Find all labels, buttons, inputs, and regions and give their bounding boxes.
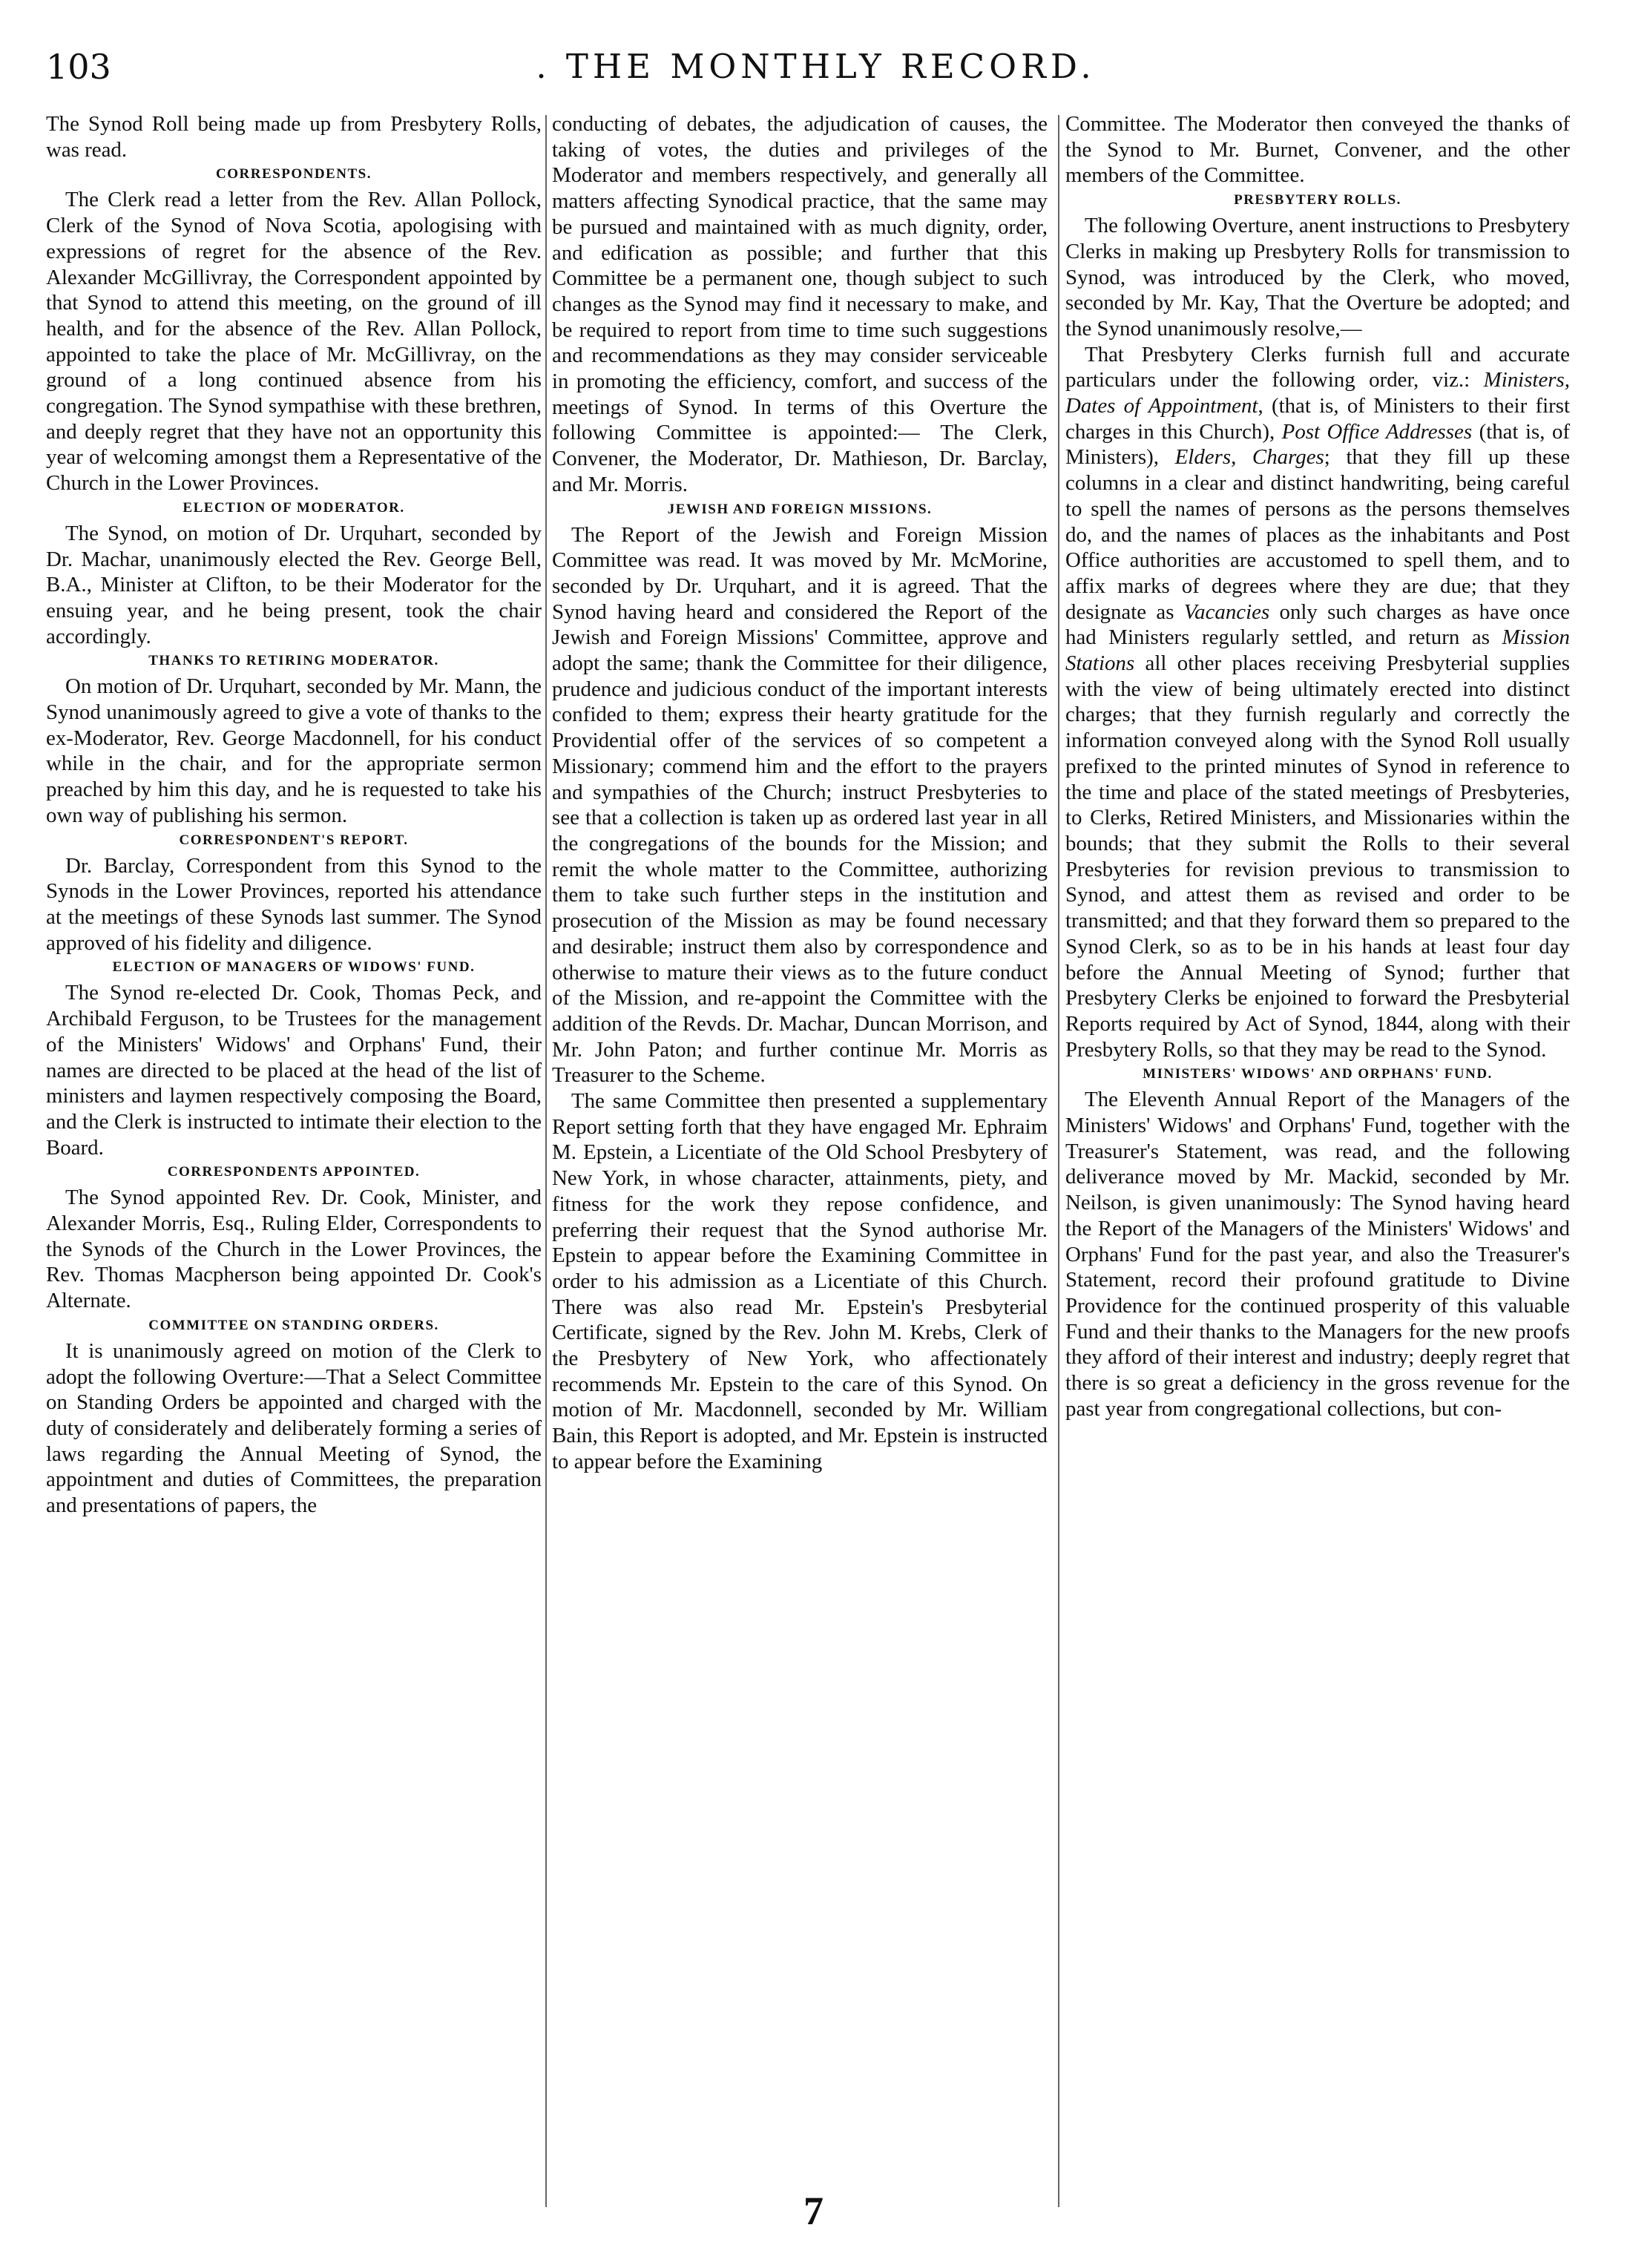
column-rule bbox=[545, 115, 547, 2207]
paragraph: The Synod, on motion of Dr. Urquhart, seconded by Dr. Machar, unanimously elected the Rev. George Bell, B.A., Minister at Clifton, to be their Moderator for the ensuing year, and he being present, took the chair accordingly. bbox=[46, 521, 542, 648]
section-heading: COMMITTEE ON STANDING ORDERS. bbox=[148, 1317, 439, 1333]
paragraph: conducting of debates, the adjudication of causes, the taking of votes, the duties and privileges of the Moderator and members respectively, and generally all matters affecting Synodical practice, that the same may be pursued and maintained with as much dignity, order, and edification as possible; and further that this Committee be a permanent one, though subject to such changes as the Synod may find it necessary to make, and be required to report from time to time such suggestions and recommendations as they may consider serviceable in promoting the efficiency, comfort, and success of the meetings of Synod. In terms of this Overture the following Committee is appointed:— The Clerk, Convener, the Moderator, Dr. Mathieson, Dr. Barclay, and Mr. Morris. bbox=[552, 112, 1048, 496]
paragraph: It is unanimously agreed on motion of the Clerk to adopt the following Overture:—That a Select Committee on Standing Orders be appointed and charged with the duty of considerately and deliberately forming a series of laws regarding the Annual Meeting of Synod, the appointment and duties of Committees, the preparation and presentations of papers, the bbox=[46, 1338, 542, 1518]
running-title: . THE MONTHLY RECORD. bbox=[536, 47, 1096, 86]
paragraph: The Eleventh Annual Report of the Managers of the Ministers' Widows' and Orphans' Fund, together with the Treasurer's Statement, was read, and the following deliverance moved by Mr. Mackid, seconded by Mr. Neilson, is given unanimously: The Synod having heard the Report of the Managers of the Ministers' Widows' and Orphans' Fund for the past year, and also the Treasurer's Statement, record their profound gratitude to Divine Providence for the continued prosperity of this valuable Fund and their thanks to the Managers for the new proofs they afford of their interest and industry; deeply regret that there is so great a deficiency in the gross revenue for the past year from congregational collections, but con- bbox=[1065, 1088, 1570, 1421]
section-heading: JEWISH AND FOREIGN MISSIONS. bbox=[667, 501, 933, 517]
section-heading: CORRESPONDENT'S REPORT. bbox=[179, 832, 409, 848]
paragraph: The following Overture, anent instructions to Presbytery Clerks in making up Presbytery Rolls for transmission to Synod, was introduced by the Clerk, who moved, seconded by Mr. Kay, That the Overture be adopted; and the Synod unanimously resolve,— bbox=[1065, 214, 1570, 341]
paragraph: The Synod appointed Rev. Dr. Cook, Minister, and Alexander Morris, Esq., Ruling Elder, Correspondents to the Synods of the Church in the Lower Provinces, the Rev. Thomas Macpherson being appointed Dr. Cook's Alternate. bbox=[46, 1186, 542, 1313]
page-header bbox=[46, 46, 1585, 91]
paragraph: On motion of Dr. Urquhart, seconded by Mr. Mann, the Synod unanimously agreed to give a vote of thanks to the ex-Moderator, Rev. George Macdonnell, for his conduct while in the chair, and for the appropriate sermon preached by him this day, and he is requested to take his own way of publishing his sermon. bbox=[46, 674, 542, 827]
paragraph: The Synod re-elected Dr. Cook, Thomas Peck, and Archibald Ferguson, to be Trustees for the management of the Ministers' Widows' and Orphans' Fund, their names are directed to be placed at the head of the list of ministers and laymen respectively composing the Board, and the Clerk is instructed to intimate their election to the Board. bbox=[46, 981, 542, 1160]
page-number: 103 bbox=[46, 47, 111, 87]
signature-mark: 7 bbox=[803, 2189, 824, 2233]
paragraph: Dr. Barclay, Correspondent from this Synod to the Synods in the Lower Provinces, reported his attendance at the meetings of these Synods last summer. The Synod approved of his fidelity and diligence. bbox=[46, 853, 542, 955]
section-heading: THANKS TO RETIRING MODERATOR. bbox=[148, 653, 439, 669]
paragraph: Committee. The Moderator then conveyed the thanks of the Synod to Mr. Burnet, Convener, and the other members of the Committee. bbox=[1065, 112, 1570, 188]
paragraph: The Report of the Jewish and Foreign Mission Committee was read. It was moved by Mr. McMorine, seconded by Dr. Urquhart, and it is agreed. That the Synod having heard and considered the Report of the Jewish and Foreign Missions' Committee, approve and adopt the same; thank the Committee for their diligence, prudence and judicious conduct of the important interests confided to them; express their hearty gratitude for the Providential offer of the services of so competent a Missionary; commend him and the effort to the prayers and sympathies of the Church; instruct Presbyteries to see that a collection is taken up as ordered last year in all the congregations of the bounds for the Mission; and remit the whole matter to the Committee, authorizing them to take such further steps in the institution and prosecution of the Mission as may be found necessary and desirable; instruct them also by correspondence and otherwise to mature their views as to the future conduct of the Mission, and re-appoint the Committee with the addition of the Revds. Dr. Machar, Duncan Morrison, and Mr. John Paton; and further continue Mr. Morris as Treasurer to the Scheme. bbox=[552, 522, 1048, 1088]
column-rule bbox=[1058, 115, 1059, 2207]
paragraph: That Presbytery Clerks furnish full and accurate particulars under the following order, viz.: Ministers, Dates of Appointment, (that is, of Ministers to their first charges in this Church), Post Office Addresses (that is, of Ministers), Elders, Charges; that they fill up these columns in a clear and distinct handwriting, being careful to spell the names of persons as the persons themselves do, and the names of places as the inhabitants and Post Office authorities are accustomed to spell them, and to affix marks of degrees where they are due; that they designate as Vacancies only such charges as have once had Ministers regularly settled, and return as Mission Stations all other places receiving Presbyterial supplies with the view of being ultimately erected into distinct charges; that they furnish regularly and correctly the information conveyed along with the Synod Roll usually prefixed to the printed minutes of Synod in reference to the time and place of the stated meetings of Presbyteries, to Clerks, Retired Ministers, and Missionaries within the bounds; that they submit the Rolls to their several Presbyteries for revision previous to transmission to Synod, and attest them as revised and order to be transmitted; and that they forward them so prepared to the Synod Clerk, so as to be in his hands at least four day before the Annual Meeting of Synod; further that Presbytery Clerks be enjoined to forward the Presbyterial Reports required by Act of Synod, 1844, along with their Presbytery Rolls, so that they may be read to the Synod. bbox=[1065, 342, 1571, 1062]
text-column-1 bbox=[46, 111, 542, 1519]
text-column-2 bbox=[552, 111, 1048, 1475]
section-heading: PRESBYTERY ROLLS. bbox=[1234, 192, 1401, 208]
section-heading: MINISTERS' WIDOWS' AND ORPHANS' FUND. bbox=[1143, 1066, 1493, 1082]
text-column-3 bbox=[1065, 111, 1570, 1421]
section-heading: ELECTION OF MODERATOR. bbox=[183, 499, 405, 516]
section-heading: CORRESPONDENTS APPOINTED. bbox=[167, 1164, 421, 1180]
paragraph: The Synod Roll being made up from Presbytery Rolls, was read. bbox=[46, 112, 542, 162]
section-heading: ELECTION OF MANAGERS OF WIDOWS' FUND. bbox=[112, 959, 476, 976]
section-heading: CORRESPONDENTS. bbox=[216, 166, 372, 183]
paragraph: The Clerk read a letter from the Rev. Allan Pollock, Clerk of the Synod of Nova Scotia, apologising with expressions of regret for the absence of the Rev. Alexander McGillivray, the Correspondent appointed by that Synod to attend this meeting, on the ground of ill health, and for the absence of the Rev. Allan Pollock, appointed to take the place of Mr. McGillivray, on the ground of a long continued absence from his congregation. The Synod sympathise with these brethren, and deeply regret that they have not an opportunity this year of welcoming amongst them a Representative of the Church in the Lower Provinces. bbox=[46, 188, 542, 496]
paragraph: The same Committee then presented a supplementary Report setting forth that they have engaged Mr. Ephraim M. Epstein, a Licentiate of the Old School Presbytery of New York, in whose character, attainments, piety, and fitness for the work they repose confidence, and preferring their request that the Synod authorise Mr. Epstein to appear before the Examining Committee in order to his admission as a Licentiate of this Church. There was also read Mr. Epstein's Presbyterial Certificate, signed by the Rev. John M. Krebs, Clerk of the Presbytery of New York, who affectionately recommends Mr. Epstein to the care of this Synod. On motion of Mr. Macdonnell, seconded by Mr. William Bain, this Report is adopted, and Mr. Epstein is instructed to appear before the Examining bbox=[552, 1089, 1048, 1473]
